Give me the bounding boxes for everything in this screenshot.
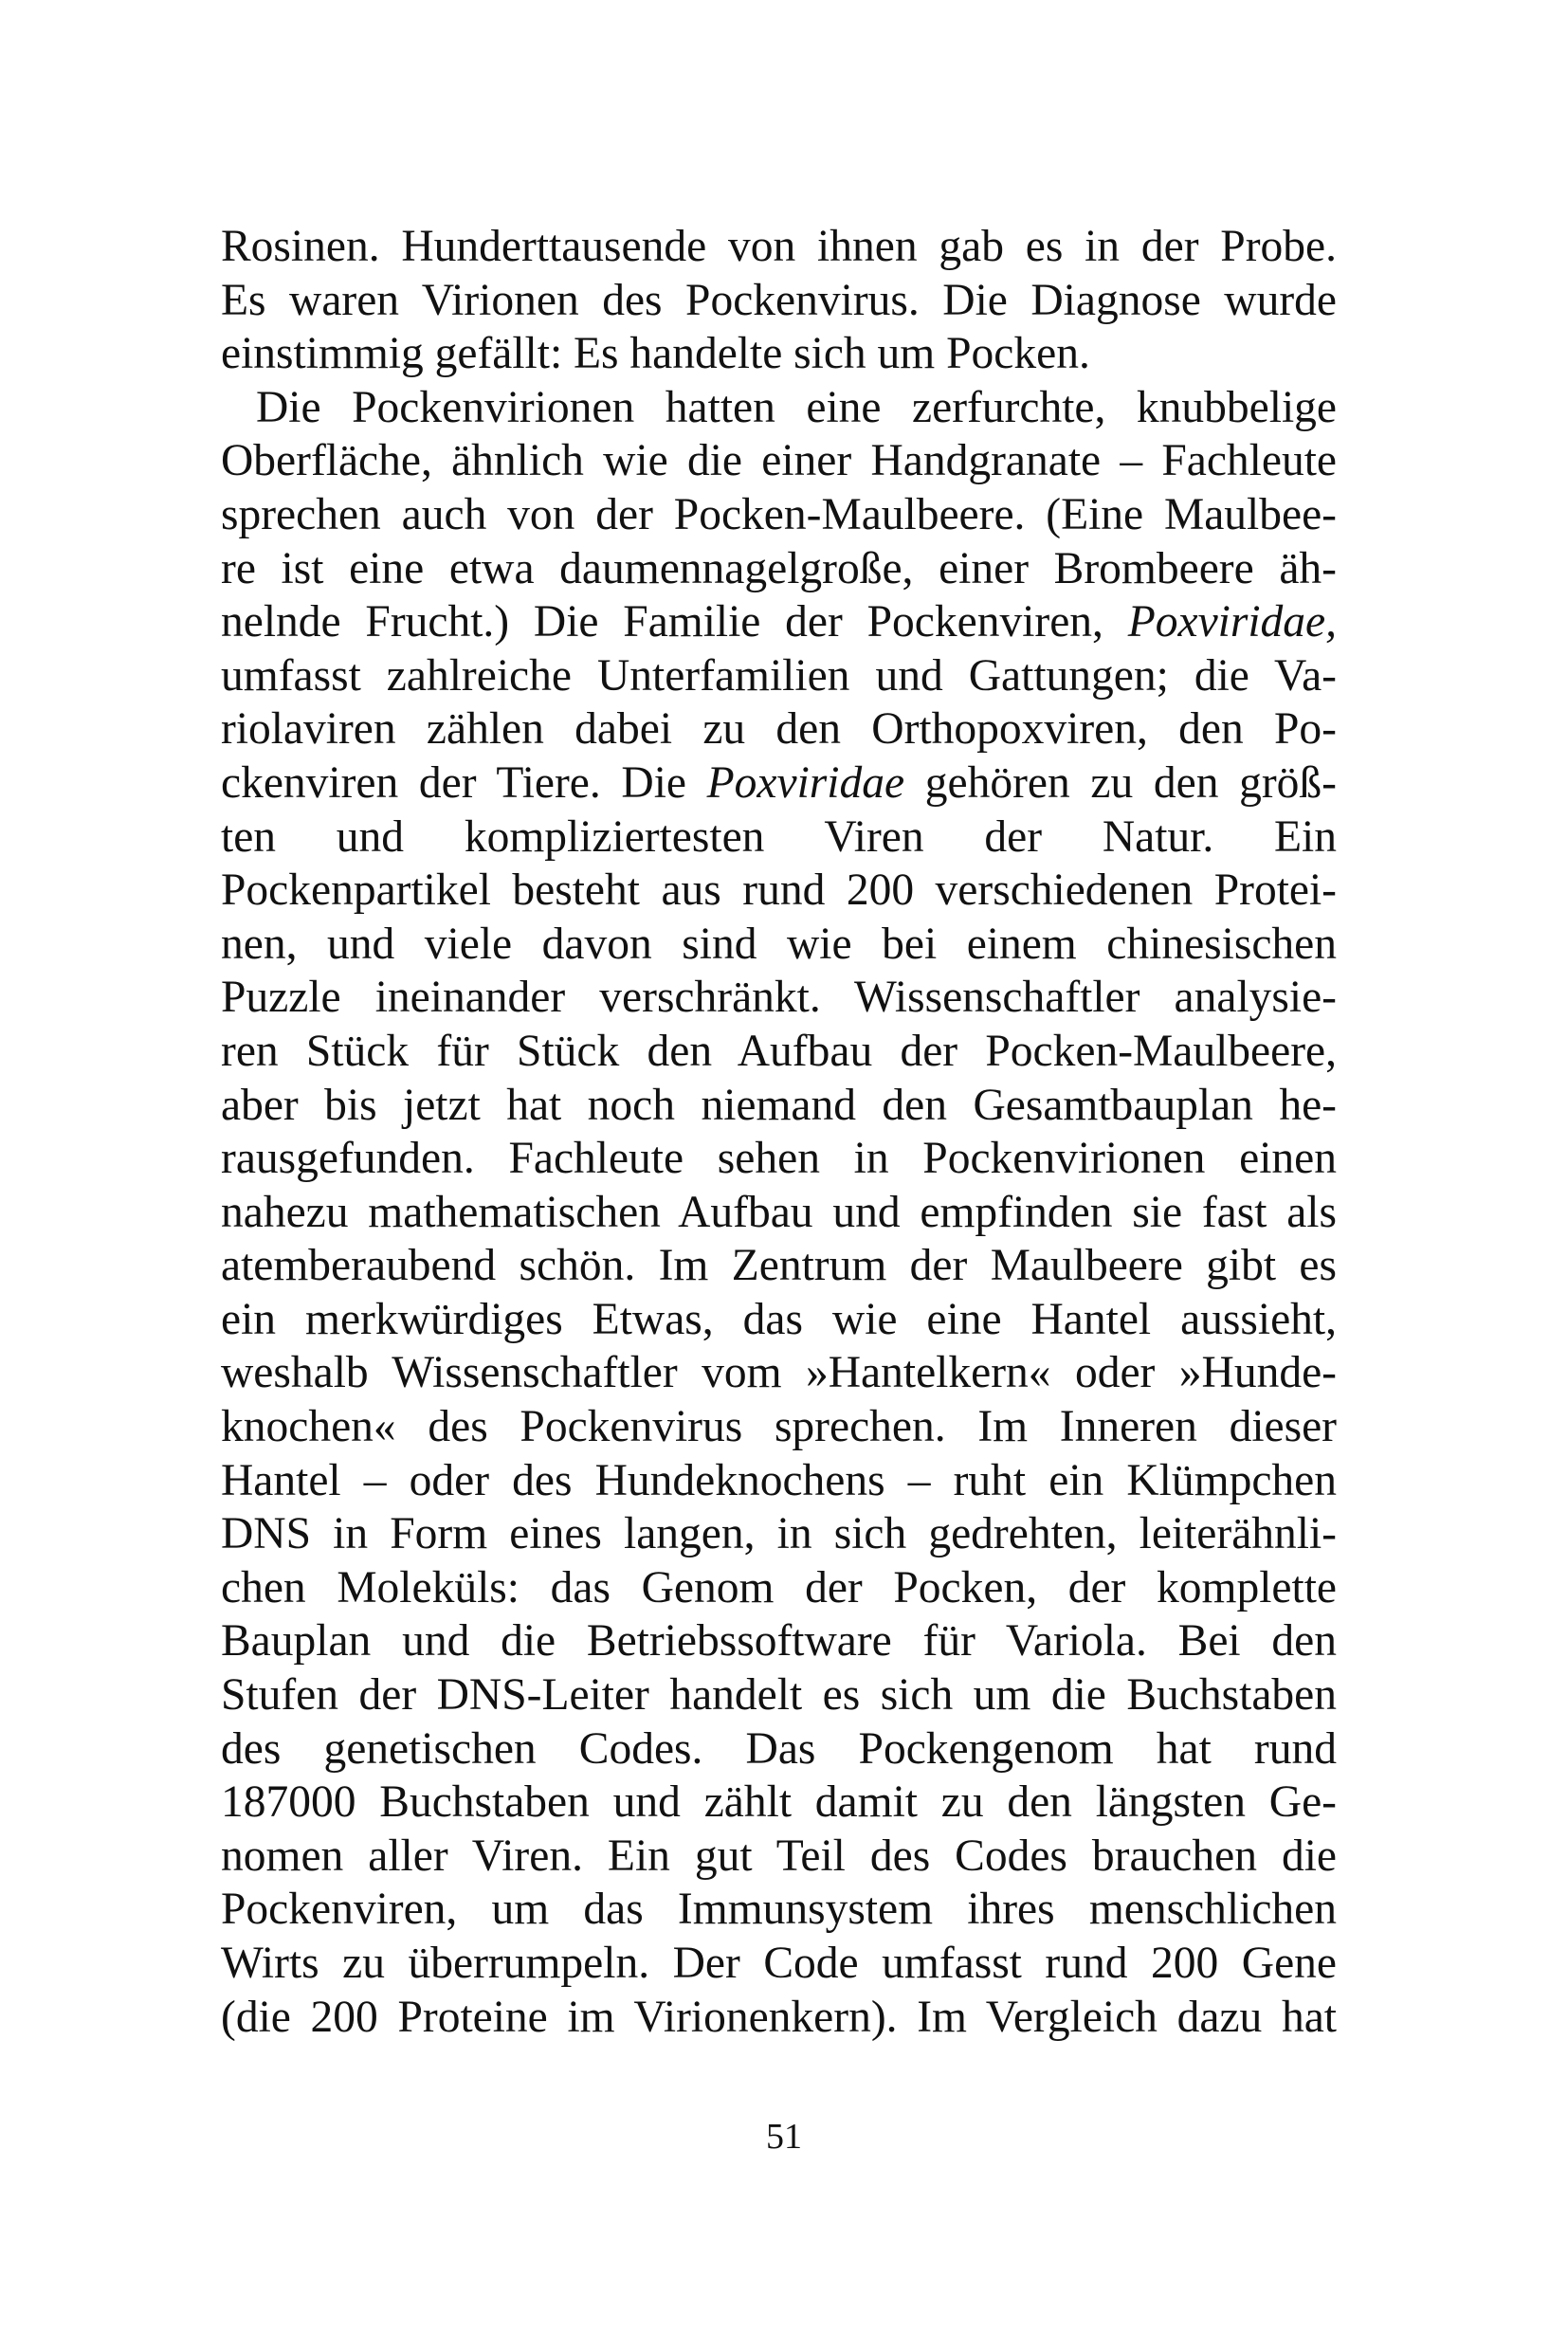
text-line: knochen« des Pockenvirus sprechen. Im Inneren dieser <box>221 1402 1337 1452</box>
text-segment: ckenviren der Tiere. Die <box>221 757 707 808</box>
text-line: Hantel – oder des Hundeknochens – ruht ein Klümpchen <box>221 1455 1337 1505</box>
text-line: des genetischen Codes. Das Pockengenom hat rund <box>221 1723 1337 1774</box>
text-line: Rosinen. Hunderttausende von ihnen gab es in der Probe. <box>221 222 1337 271</box>
text-line <box>221 756 1337 811</box>
text-line: ren Stück für Stück den Aufbau der Pocken-Maulbeere, <box>221 1026 1337 1076</box>
text-line: re ist eine etwa daumennagelgroße, einer Brombeere äh- <box>221 543 1337 593</box>
text-line: nomen aller Viren. Ein gut Teil des Codes brauchen die <box>221 1831 1337 1881</box>
text-line: ein merkwürdiges Etwas, das wie eine Hantel aussieht, <box>221 1294 1337 1344</box>
text-segment: nelnde Frucht.) Die Familie der Pockenviren, <box>221 597 1128 647</box>
italic-term: Poxviridae, <box>1127 597 1337 647</box>
text-line: weshalb Wissenschaftler vom »Hantelkern« oder »Hunde- <box>221 1348 1337 1398</box>
text-line: atemberaubend schön. Im Zentrum der Maulbeere gibt es <box>221 1241 1337 1291</box>
italic-term: Poxviridae <box>706 757 905 808</box>
text-line: Oberfläche, ähnlich wie die einer Handgranate – Fachleute <box>221 436 1337 486</box>
text-line: nahezu mathematischen Aufbau und empfinden sie fast als <box>221 1187 1337 1237</box>
text-line <box>221 595 1337 649</box>
page-number: 51 <box>766 2117 802 2157</box>
text-segment: gehören zu den größ- <box>904 757 1337 808</box>
text-line: Pockenpartikel besteht aus rund 200 verschiedenen Protei- <box>221 865 1337 916</box>
text-line: rausgefunden. Fachleute sehen in Pockenvirionen einen <box>221 1134 1337 1184</box>
text-line: Die Pockenvirionen hatten eine zerfurchte, knubbelige <box>256 382 1337 432</box>
text-line: umfasst zahlreiche Unterfamilien und Gattungen; die Va- <box>221 650 1337 701</box>
text-line: Stufen der DNS-Leiter handelt es sich um die Buchstaben <box>221 1670 1337 1721</box>
text-line: ten und kompliziertesten Viren der Natur. Ein <box>221 811 1337 862</box>
text-line: (die 200 Proteine im Virionenkern). Im Vergleich dazu hat <box>221 1992 1337 2042</box>
text-line: Pockenviren, um das Immunsystem ihres menschlichen <box>221 1885 1337 1935</box>
text-line: chen Moleküls: das Genom der Pocken, der komplette <box>221 1562 1337 1612</box>
body-text <box>221 220 1337 2044</box>
text-line: 187000 Buchstaben und zählt damit zu den längsten Ge- <box>221 1777 1337 1828</box>
text-line: Puzzle ineinander verschränkt. Wissenschaftler analysie- <box>221 973 1337 1023</box>
text-line: DNS in Form eines langen, in sich gedrehten, leiterähnli- <box>221 1509 1337 1559</box>
text-line: Es waren Virionen des Pockenvirus. Die Diagnose wurde <box>221 275 1337 325</box>
text-line: nen, und viele davon sind wie bei einem chinesischen <box>221 919 1337 969</box>
text-line: Bauplan und die Betriebssoftware für Variola. Bei den <box>221 1616 1337 1667</box>
text-line: Wirts zu überrumpeln. Der Code umfasst rund 200 Gene <box>221 1939 1337 1988</box>
text-line: aber bis jetzt hat noch niemand den Gesamtbauplan he- <box>221 1080 1337 1130</box>
text-line: einstimmig gefällt: Es handelte sich um Pocken. <box>221 329 1090 379</box>
text-line: riolaviren zählen dabei zu den Orthopoxviren, den Po- <box>221 704 1337 755</box>
text-line: sprechen auch von der Pocken-Maulbeere. (Eine Maulbee- <box>221 489 1337 539</box>
